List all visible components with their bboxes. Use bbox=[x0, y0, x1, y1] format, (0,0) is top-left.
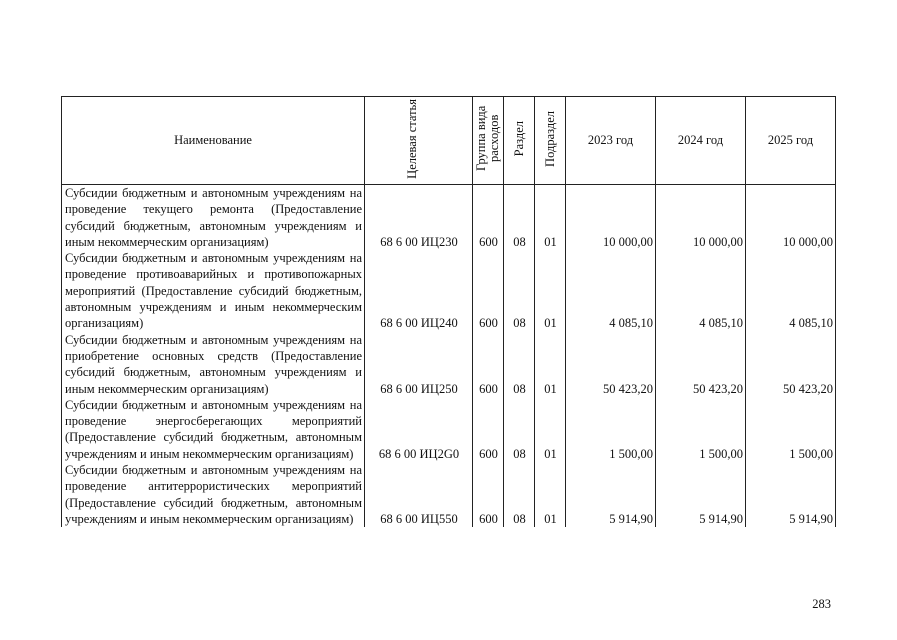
cell-subsection: 01 bbox=[535, 185, 566, 251]
cell-2023: 50 423,20 bbox=[566, 332, 656, 397]
cell-2024: 5 914,90 bbox=[656, 462, 746, 527]
header-2023: 2023 год bbox=[566, 97, 656, 185]
cell-subsection: 01 bbox=[535, 462, 566, 527]
cell-subsection: 01 bbox=[535, 397, 566, 462]
cell-section: 08 bbox=[504, 397, 535, 462]
cell-2025: 50 423,20 bbox=[746, 332, 836, 397]
table-row bbox=[62, 397, 836, 462]
cell-section: 08 bbox=[504, 250, 535, 331]
header-group: Группа вида расходов bbox=[473, 97, 504, 185]
header-2024: 2024 год bbox=[656, 97, 746, 185]
cell-section: 08 bbox=[504, 332, 535, 397]
header-section: Раздел bbox=[504, 97, 535, 185]
cell-subsection: 01 bbox=[535, 332, 566, 397]
budget-table bbox=[61, 96, 836, 527]
cell-section: 08 bbox=[504, 462, 535, 527]
cell-group: 600 bbox=[473, 462, 504, 527]
cell-2024: 4 085,10 bbox=[656, 250, 746, 331]
cell-2023: 5 914,90 bbox=[566, 462, 656, 527]
cell-name: Субсидии бюджетным и автономным учреждениям на приобретение основных средств (Предоставление субсидий бюджетным, автономным учреждениям и иным некоммерческим организациям) bbox=[62, 332, 365, 397]
cell-2025: 4 085,10 bbox=[746, 250, 836, 331]
table-row bbox=[62, 462, 836, 527]
cell-2023: 1 500,00 bbox=[566, 397, 656, 462]
cell-group: 600 bbox=[473, 332, 504, 397]
table-row bbox=[62, 250, 836, 331]
table-row bbox=[62, 332, 836, 397]
cell-group: 600 bbox=[473, 185, 504, 251]
cell-2025: 1 500,00 bbox=[746, 397, 836, 462]
cell-name: Субсидии бюджетным и автономным учреждениям на проведение антитеррористических мероприятий (Предоставление субсидий бюджетным, автономным учреждениям и иным некоммерческим организациям) bbox=[62, 462, 365, 527]
cell-target: 68 6 00 ИЦ250 bbox=[365, 332, 473, 397]
table-header-row bbox=[62, 97, 836, 185]
table-body bbox=[62, 185, 836, 528]
cell-2024: 1 500,00 bbox=[656, 397, 746, 462]
page-number: 283 bbox=[812, 597, 831, 611]
header-2025: 2025 год bbox=[746, 97, 836, 185]
cell-2025: 5 914,90 bbox=[746, 462, 836, 527]
header-name: Наименование bbox=[62, 97, 365, 185]
cell-name: Субсидии бюджетным и автономным учреждениям на проведение энергосберегающих мероприятий (Предоставление субсидий бюджетным, автономным учреждениям и иным некоммерческим организациям) bbox=[62, 397, 365, 462]
header-target: Целевая статья bbox=[365, 97, 473, 185]
cell-2024: 50 423,20 bbox=[656, 332, 746, 397]
cell-name: Субсидии бюджетным и автономным учреждениям на проведение противоаварийных и противопожарных мероприятий (Предоставление субсидий бюджетным, автономным учреждениям и иным некоммерческим организациям) bbox=[62, 250, 365, 331]
cell-group: 600 bbox=[473, 397, 504, 462]
cell-target: 68 6 00 ИЦ230 bbox=[365, 185, 473, 251]
cell-target: 68 6 00 ИЦ2G0 bbox=[365, 397, 473, 462]
cell-2024: 10 000,00 bbox=[656, 185, 746, 251]
cell-2023: 10 000,00 bbox=[566, 185, 656, 251]
table-row bbox=[62, 185, 836, 251]
cell-target: 68 6 00 ИЦ240 bbox=[365, 250, 473, 331]
cell-2023: 4 085,10 bbox=[566, 250, 656, 331]
cell-target: 68 6 00 ИЦ550 bbox=[365, 462, 473, 527]
cell-group: 600 bbox=[473, 250, 504, 331]
header-subsection: Подраздел bbox=[535, 97, 566, 185]
cell-subsection: 01 bbox=[535, 250, 566, 331]
cell-name: Субсидии бюджетным и автономным учреждениям на проведение текущего ремонта (Предоставление субсидий бюджетным, автономным учреждениям и иным некоммерческим организациям) bbox=[62, 185, 365, 251]
cell-2025: 10 000,00 bbox=[746, 185, 836, 251]
cell-section: 08 bbox=[504, 185, 535, 251]
